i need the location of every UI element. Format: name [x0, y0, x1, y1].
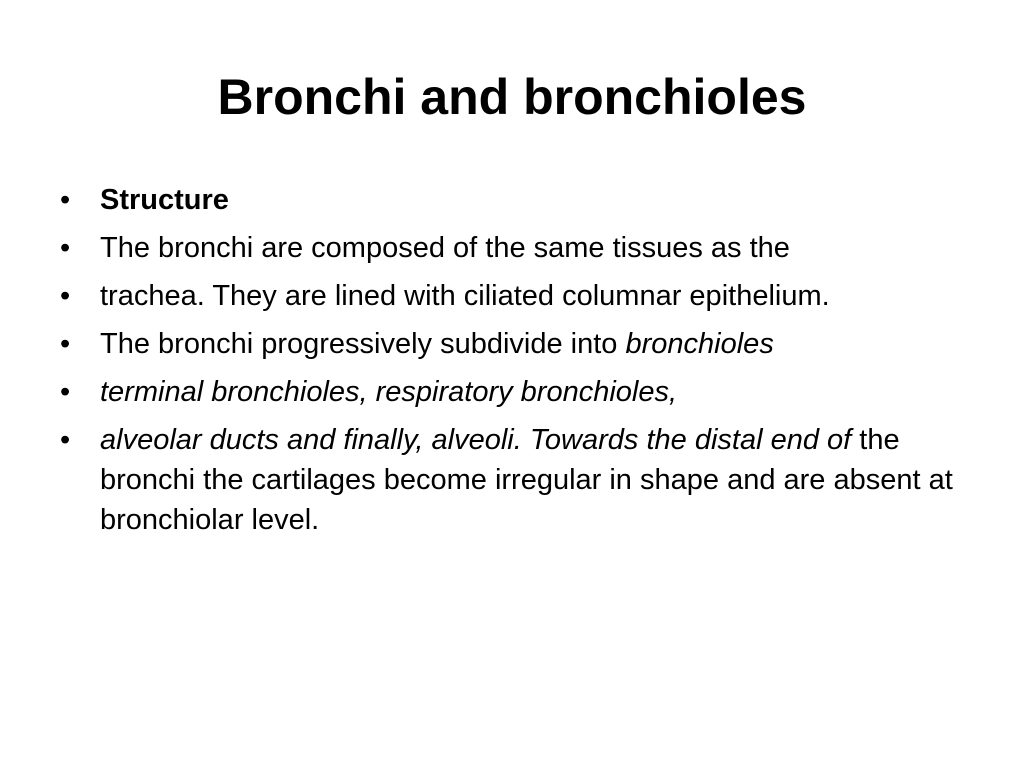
bullet-list — [56, 180, 956, 548]
bullet-item — [56, 324, 956, 364]
bullet-item — [56, 228, 956, 268]
bullet-icon: • — [60, 184, 71, 216]
bullet-text-italic: alveolar ducts and finally, alveoli. Towards the distal end of — [100, 424, 852, 456]
slide-title: Bronchi and bronchioles — [217, 69, 807, 125]
bullet-icon: • — [60, 376, 71, 408]
bullet-icon: • — [60, 280, 71, 312]
bullet-text-italic: bronchioles — [625, 328, 774, 360]
bullet-text: The bronchi are composed of the same tissues as the — [100, 232, 790, 264]
bullet-text: The bronchi progressively subdivide into — [100, 328, 626, 360]
bullet-icon: • — [60, 232, 71, 264]
bullet-item — [56, 276, 956, 316]
bullet-item — [56, 372, 956, 412]
bullet-text-italic: terminal bronchioles, respiratory bronchioles, — [100, 376, 678, 408]
bullet-text: the bronchi the cartilages become irregular in shape and are absent at bronchiolar level. — [100, 424, 953, 536]
bullet-text: Structure — [100, 184, 229, 216]
bullet-icon: • — [60, 328, 71, 360]
bullet-item — [56, 420, 956, 540]
bullet-icon: • — [60, 424, 71, 456]
bullet-item — [56, 180, 956, 220]
bullet-text: trachea. They are lined with ciliated columnar epithelium. — [100, 280, 830, 312]
